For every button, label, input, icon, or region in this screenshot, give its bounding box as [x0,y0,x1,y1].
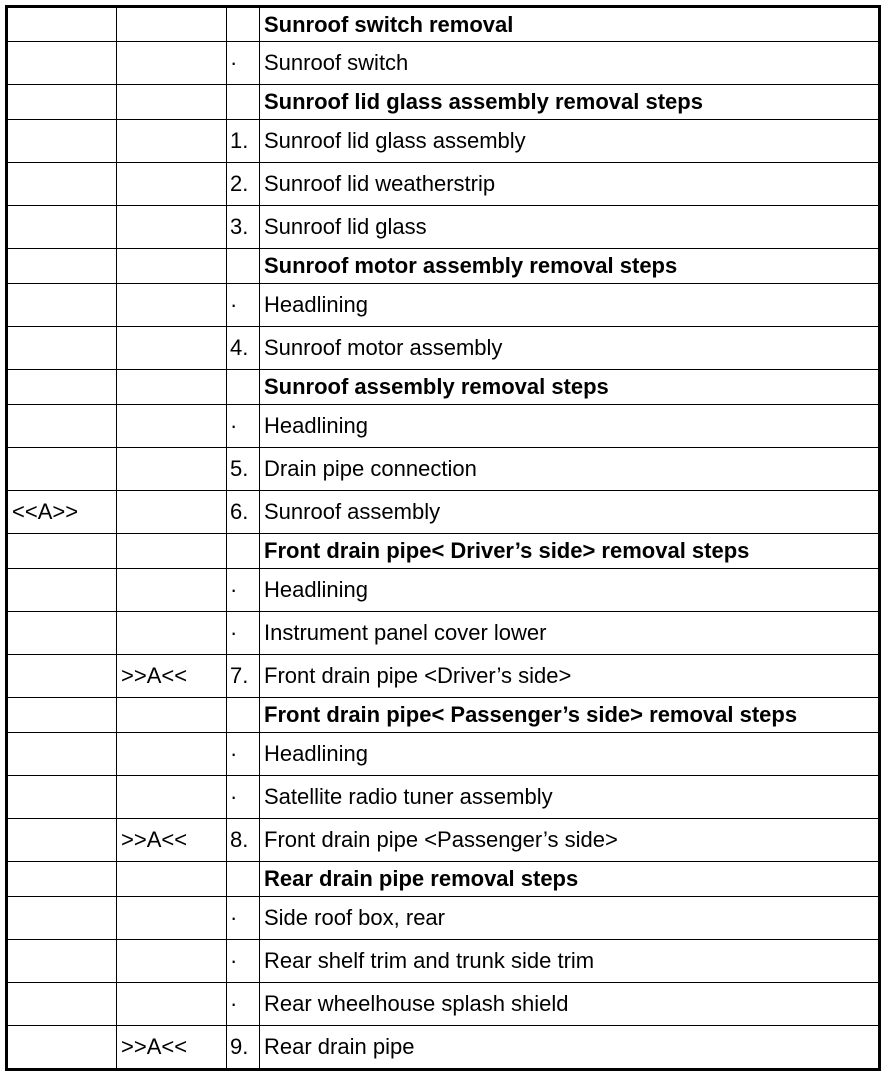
step-number: · [227,776,260,819]
section-heading: Front drain pipe< Driver’s side> removal steps [260,534,880,569]
removal-ref-cell [7,569,117,612]
install-ref-cell [117,327,227,370]
removal-ref-cell [7,206,117,249]
install-ref-cell [117,206,227,249]
step-description: Headlining [260,405,880,448]
install-ref-cell [117,249,227,284]
removal-ref-cell [7,612,117,655]
install-ref-cell: >>A<< [117,655,227,698]
install-ref-cell [117,733,227,776]
step-description: Sunroof switch [260,42,880,85]
install-ref-cell [117,862,227,897]
install-ref-cell [117,163,227,206]
step-number: 1. [227,120,260,163]
step-description: Sunroof lid weatherstrip [260,163,880,206]
step-number [227,862,260,897]
step-description: Headlining [260,733,880,776]
table-row [7,405,880,448]
table-row [7,655,880,698]
removal-ref-cell [7,448,117,491]
step-description: Drain pipe connection [260,448,880,491]
table-row [7,327,880,370]
install-ref-cell [117,284,227,327]
table-row [7,7,880,42]
step-number: 3. [227,206,260,249]
step-number: 8. [227,819,260,862]
removal-ref-cell [7,7,117,42]
step-description: Side roof box, rear [260,897,880,940]
removal-steps-body [7,7,880,1070]
removal-ref-cell [7,819,117,862]
removal-ref-cell [7,42,117,85]
removal-ref-cell [7,163,117,206]
section-heading: Sunroof switch removal [260,7,880,42]
removal-ref-cell [7,655,117,698]
install-ref-cell: >>A<< [117,819,227,862]
section-heading: Sunroof motor assembly removal steps [260,249,880,284]
step-number: · [227,940,260,983]
table-row [7,819,880,862]
install-ref-cell [117,491,227,534]
step-number: · [227,983,260,1026]
table-row [7,1026,880,1070]
removal-ref-cell [7,983,117,1026]
table-row [7,534,880,569]
step-number: · [227,897,260,940]
step-description: Rear drain pipe [260,1026,880,1070]
step-description: Sunroof lid glass [260,206,880,249]
install-ref-cell [117,42,227,85]
removal-ref-cell [7,940,117,983]
table-row [7,983,880,1026]
step-number: 4. [227,327,260,370]
removal-ref-cell [7,862,117,897]
install-ref-cell [117,120,227,163]
table-row [7,776,880,819]
table-row [7,940,880,983]
install-ref-cell [117,612,227,655]
install-ref-cell [117,776,227,819]
step-description: Rear shelf trim and trunk side trim [260,940,880,983]
step-number: · [227,733,260,776]
step-description: Front drain pipe <Passenger’s side> [260,819,880,862]
table-row [7,698,880,733]
step-description: Front drain pipe <Driver’s side> [260,655,880,698]
step-number: 6. [227,491,260,534]
step-description: Headlining [260,569,880,612]
table-row [7,612,880,655]
step-description: Headlining [260,284,880,327]
section-heading: Rear drain pipe removal steps [260,862,880,897]
removal-ref-cell [7,120,117,163]
table-row [7,491,880,534]
install-ref-cell: >>A<< [117,1026,227,1070]
step-number: 2. [227,163,260,206]
removal-ref-cell [7,776,117,819]
step-number [227,698,260,733]
step-number: · [227,612,260,655]
install-ref-cell [117,698,227,733]
removal-ref-cell [7,370,117,405]
step-number: 5. [227,448,260,491]
table-row [7,370,880,405]
step-description: Sunroof motor assembly [260,327,880,370]
step-number [227,370,260,405]
install-ref-cell [117,569,227,612]
removal-ref-cell [7,534,117,569]
removal-ref-cell: <<A>> [7,491,117,534]
removal-ref-cell [7,327,117,370]
install-ref-cell [117,7,227,42]
install-ref-cell [117,534,227,569]
table-row [7,42,880,85]
install-ref-cell [117,85,227,120]
step-description: Satellite radio tuner assembly [260,776,880,819]
table-row [7,120,880,163]
step-number: 9. [227,1026,260,1070]
table-row [7,448,880,491]
removal-ref-cell [7,897,117,940]
table-row [7,206,880,249]
install-ref-cell [117,370,227,405]
removal-ref-cell [7,284,117,327]
removal-ref-cell [7,698,117,733]
install-ref-cell [117,405,227,448]
table-row [7,85,880,120]
section-heading: Front drain pipe< Passenger’s side> removal steps [260,698,880,733]
removal-ref-cell [7,85,117,120]
table-row [7,862,880,897]
table-row [7,897,880,940]
install-ref-cell [117,940,227,983]
removal-steps-table [5,5,881,1071]
step-number: · [227,284,260,327]
removal-ref-cell [7,405,117,448]
removal-ref-cell [7,733,117,776]
step-number: 7. [227,655,260,698]
section-heading: Sunroof assembly removal steps [260,370,880,405]
step-number: · [227,42,260,85]
table-row [7,249,880,284]
install-ref-cell [117,983,227,1026]
section-heading: Sunroof lid glass assembly removal steps [260,85,880,120]
step-description: Sunroof assembly [260,491,880,534]
step-number: · [227,405,260,448]
step-description: Rear wheelhouse splash shield [260,983,880,1026]
install-ref-cell [117,897,227,940]
table-row [7,163,880,206]
step-number [227,7,260,42]
step-number [227,85,260,120]
step-description: Sunroof lid glass assembly [260,120,880,163]
removal-ref-cell [7,1026,117,1070]
table-row [7,284,880,327]
table-row [7,733,880,776]
step-description: Instrument panel cover lower [260,612,880,655]
step-number [227,534,260,569]
install-ref-cell [117,448,227,491]
step-number [227,249,260,284]
removal-ref-cell [7,249,117,284]
step-number: · [227,569,260,612]
table-row [7,569,880,612]
